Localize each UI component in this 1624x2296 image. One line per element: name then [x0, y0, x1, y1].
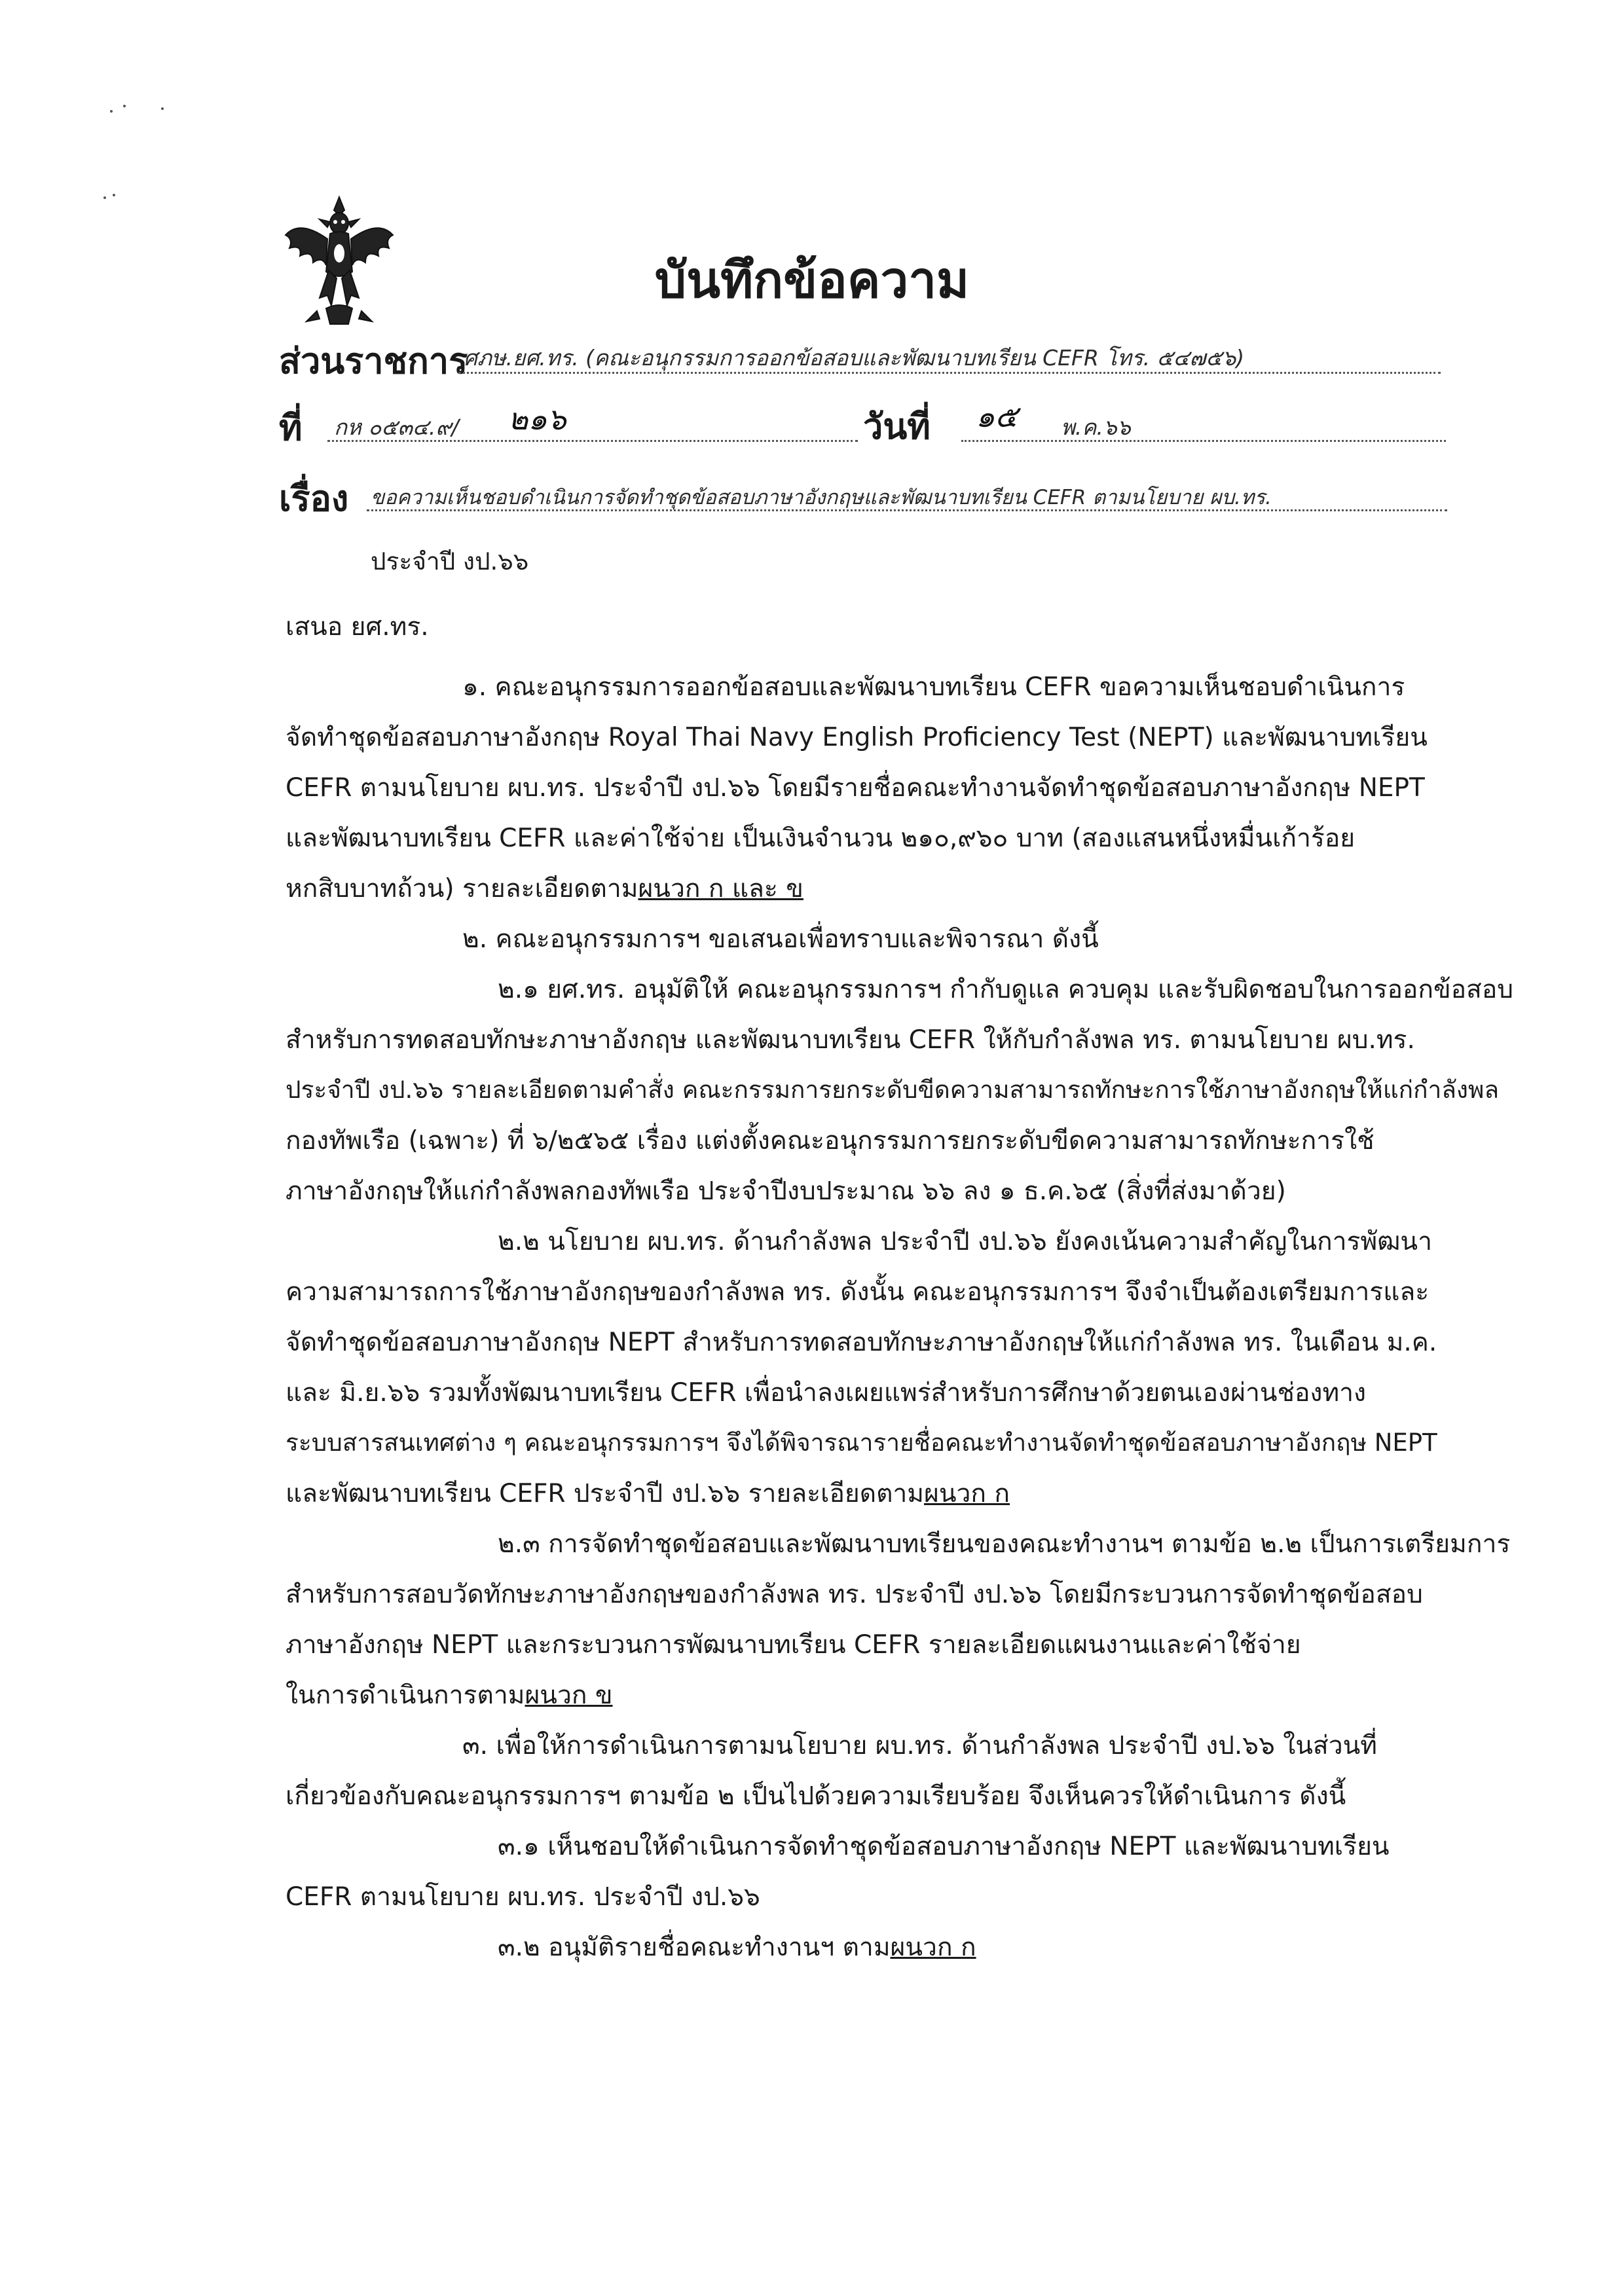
p22-line-1: ๒.๒ นโยบาย ผบ.ทร. ด้านกำลังพล ประจำปี งป.๖๖ ยังคงเน้นความสำคัญในการพัฒนา [498, 1227, 1432, 1256]
p1-line-5-text: หกสิบบาทถ้วน) รายละเอียดตาม [286, 874, 638, 903]
p31-line-2: CEFR ตามนโยบาย ผบ.ทร. ประจำปี งป.๖๖ [286, 1882, 760, 1912]
p22-line-2: ความสามารถการใช้ภาษาอังกฤษของกำลังพล ทร. ดังนั้น คณะอนุกรรมการฯ จึงจำเป็นต้องเตรียมการและ [286, 1277, 1430, 1307]
subject-line-1: ขอความเห็นชอบดำเนินการจัดทำชุดข้อสอบภาษาอังกฤษและพัฒนาบทเรียน CEFR ตามนโยบาย ผบ.ทร. [371, 486, 1272, 509]
scan-speck [103, 196, 106, 199]
subject-label: เรื่อง [279, 478, 349, 519]
scan-speck [123, 105, 126, 107]
p3-line-2: เกี่ยวข้องกับคณะอนุกรรมการฯ ตามข้อ ๒ เป็นไปด้วยความเรียบร้อย จึงเห็นควรให้ดำเนินการ ดังนี้ [286, 1781, 1346, 1811]
agency-value: ศภษ.ยศ.ทร. (คณะอนุกรรมการออกข้อสอบและพัฒนาบทเรียน CEFR โทร. ๕๔๗๕๖) [464, 345, 1245, 371]
memo-title: บันทึกข้อความ [654, 251, 970, 309]
annex-ref-a-2: ผนวก ก [890, 1933, 976, 1962]
agency-label: ส่วนราชการ [279, 340, 468, 382]
p23-line-1: ๒.๓ การจัดทำชุดข้อสอบและพัฒนาบทเรียนของคณะทำงานฯ ตามข้อ ๒.๒ เป็นการเตรียมการ [498, 1529, 1511, 1559]
p1-line-1: ๑. คณะอนุกรรมการออกข้อสอบและพัฒนาบทเรียน CEFR ขอความเห็นชอบดำเนินการ [462, 672, 1405, 702]
p21-line-1: ๒.๑ ยศ.ทร. อนุมัติให้ คณะอนุกรรมการฯ กำกับดูแล ควบคุม และรับผิดชอบในการออกข้อสอบ [498, 975, 1514, 1004]
p32-line [498, 1935, 976, 1960]
annex-ref-a: ผนวก ก [924, 1479, 1010, 1508]
p21-line-3: ประจำปี งป.๖๖ รายละเอียดตามคำสั่ง คณะกรรมการยกระดับขีดความสามารถทักษะการใช้ภาษาอังกฤษให้แก่กำลังพล [286, 1076, 1500, 1104]
p22-line-3: จัดทำชุดข้อสอบภาษาอังกฤษ NEPT สำหรับการทดสอบทักษะภาษาอังกฤษให้แก่กำลังพล ทร. ในเดือน ม.ค. [286, 1328, 1437, 1357]
p1-line-4: และพัฒนาบทเรียน CEFR และค่าใช้จ่าย เป็นเงินจำนวน ๒๑๐,๙๖๐ บาท (สองแสนหนึ่งหมื่นเก้าร้อย [286, 824, 1356, 853]
ref-value: กห ๐๕๓๔.๙/ [334, 414, 459, 440]
annex-ref-a-b: ผนวก ก และ ข [638, 874, 803, 903]
p2-line: ๒. คณะอนุกรรมการฯ ขอเสนอเพื่อทราบและพิจารณา ดังนี้ [462, 924, 1099, 954]
p1-line-3: CEFR ตามนโยบาย ผบ.ทร. ประจำปี งป.๖๖ โดยมีรายชื่อคณะทำงานจัดทำชุดข้อสอบภาษาอังกฤษ NEPT [286, 773, 1425, 803]
p22-line-6-text: และพัฒนาบทเรียน CEFR ประจำปี งป.๖๖ รายละเอียดตาม [286, 1479, 924, 1508]
p22-line-6 [286, 1481, 1010, 1506]
scan-speck [161, 107, 164, 110]
p23-line-4-text: ในการดำเนินการตาม [286, 1681, 525, 1710]
p32-line-text: ๓.๒ อนุมัติรายชื่อคณะทำงานฯ ตาม [498, 1933, 891, 1962]
p23-line-2: สำหรับการสอบวัดทักษะภาษาอังกฤษของกำลังพล ทร. ประจำปี งป.๖๖ โดยมีกระบวนการจัดทำชุดข้อสอบ [286, 1580, 1423, 1609]
p31-line-1: ๓.๑ เห็นชอบให้ดำเนินการจัดทำชุดข้อสอบภาษาอังกฤษ NEPT และพัฒนาบทเรียน [498, 1832, 1390, 1861]
date-dotline [961, 440, 1446, 442]
annex-ref-b: ผนวก ข [525, 1681, 613, 1710]
p21-line-5: ภาษาอังกฤษให้แก่กำลังพลกองทัพเรือ ประจำปีงบประมาณ ๖๖ ลง ๑ ธ.ค.๖๕ (สิ่งที่ส่งมาด้วย) [286, 1176, 1286, 1206]
ref-handwritten-number: ๒๑๖ [508, 401, 566, 437]
p1-line-2: จัดทำชุดข้อสอบภาษาอังกฤษ Royal Thai Navy English Proficiency Test (NEPT) และพัฒนาบทเรียน [286, 723, 1428, 752]
ref-label: ที่ [279, 407, 303, 448]
subject-line-2: ประจำปี งป.๖๖ [371, 547, 529, 575]
scan-speck [110, 110, 113, 113]
date-value: พ.ค.๖๖ [1061, 414, 1131, 440]
p23-line-4 [286, 1683, 613, 1708]
p3-line-1: ๓. เพื่อให้การดำเนินการตามนโยบาย ผบ.ทร. ด้านกำลังพล ประจำปี งป.๖๖ ในส่วนที่ [462, 1731, 1377, 1760]
p23-line-3: ภาษาอังกฤษ NEPT และกระบวนการพัฒนาบทเรียน CEFR รายละเอียดแผนงานและค่าใช้จ่าย [286, 1630, 1301, 1660]
scan-speck [113, 194, 115, 196]
addressee: เสนอ ยศ.ทร. [286, 612, 429, 642]
date-label: วันที่ [863, 406, 931, 447]
p1-line-5 [286, 876, 803, 902]
p22-line-4: และ มิ.ย.๖๖ รวมทั้งพัฒนาบทเรียน CEFR เพื่อนำลงเผยแพร่สำหรับการศึกษาด้วยตนเองผ่านช่องทาง [286, 1378, 1367, 1408]
p21-line-4: กองทัพเรือ (เฉพาะ) ที่ ๖/๒๕๖๕ เรื่อง แต่งตั้งคณะอนุกรรมการยกระดับขีดความสามารถทักษะการใช้ [286, 1126, 1375, 1156]
date-day-handwritten: ๑๕ [976, 399, 1018, 434]
p21-line-2: สำหรับการทดสอบทักษะภาษาอังกฤษ และพัฒนาบทเรียน CEFR ให้กับกำลังพล ทร. ตามนโยบาย ผบ.ทร. [286, 1025, 1415, 1055]
p22-line-5: ระบบสารสนเทศต่าง ๆ คณะอนุกรรมการฯ จึงได้พิจารณารายชื่อคณะทำงานจัดทำชุดข้อสอบภาษาอังกฤษ NEPT [286, 1429, 1437, 1457]
